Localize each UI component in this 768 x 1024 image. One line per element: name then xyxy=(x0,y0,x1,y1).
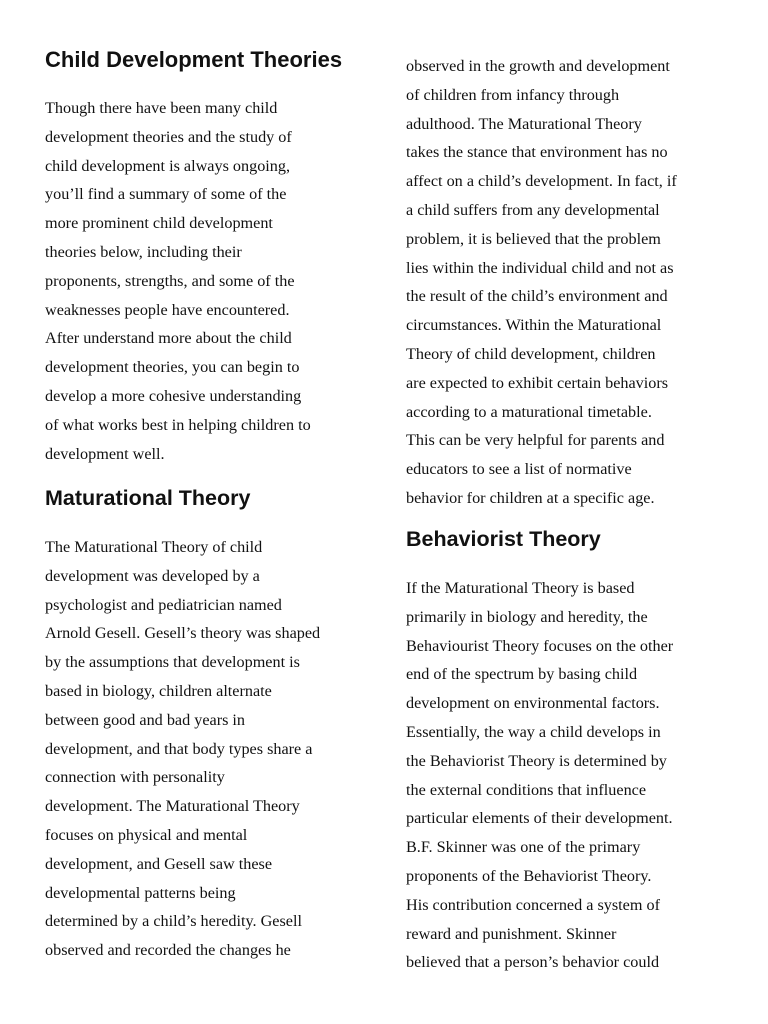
text-line: behavior for children at a specific age. xyxy=(406,488,655,507)
text-line: His contribution concerned a system of xyxy=(406,895,660,914)
maturational-continued-paragraph xyxy=(406,52,677,513)
text-line: of what works best in helping children to xyxy=(45,415,311,434)
text-line: believed that a person’s behavior could xyxy=(406,953,660,972)
text-line: Though there have been many child xyxy=(45,99,278,117)
text-line: Arnold Gesell. Gesell’s theory was shaped xyxy=(45,624,321,643)
text-line: observed in the growth and development xyxy=(406,57,670,75)
text-line: of children from infancy through xyxy=(406,85,620,104)
text-line: Essentially, the way a child develops in xyxy=(406,722,661,741)
text-line: development was developed by a xyxy=(45,566,260,585)
text-line: proponents of the Behaviorist Theory. xyxy=(406,866,652,885)
text-line: adulthood. The Maturational Theory xyxy=(406,114,642,133)
text-line: circumstances. Within the Maturational xyxy=(406,316,662,335)
maturational-theory-heading: Maturational Theory xyxy=(45,486,251,510)
page-title: Child Development Theories xyxy=(45,47,343,72)
text-line: weaknesses people have encountered. xyxy=(45,300,290,319)
text-line: you’ll find a summary of some of the xyxy=(45,185,287,204)
text-line: between good and bad years in xyxy=(45,710,246,729)
text-line: The Maturational Theory of child xyxy=(45,538,263,556)
text-line: development on environmental factors. xyxy=(406,694,660,713)
text-line: development theories, you can begin to xyxy=(45,358,300,377)
text-line: Theory of child development, children xyxy=(406,344,656,363)
text-line: reward and punishment. Skinner xyxy=(406,924,617,943)
text-line: development theories and the study of xyxy=(45,127,292,146)
text-line: determined by a child’s heredity. Gesell xyxy=(45,912,302,931)
text-line: development, and that body types share a xyxy=(45,739,313,758)
text-line: focuses on physical and mental xyxy=(45,825,248,844)
text-line: a child suffers from any developmental xyxy=(406,200,660,219)
text-line: based in biology, children alternate xyxy=(45,681,272,700)
text-line: developmental patterns being xyxy=(45,883,236,902)
text-line: the external conditions that influence xyxy=(406,780,647,799)
text-line: development. The Maturational Theory xyxy=(45,797,300,816)
text-line: the Behaviorist Theory is determined by xyxy=(406,751,667,770)
text-line: development, and Gesell saw these xyxy=(45,854,273,873)
text-line: affect on a child’s development. In fact, if xyxy=(406,172,677,191)
text-line: proponents, strengths, and some of the xyxy=(45,271,295,290)
behaviorist-theory-heading: Behaviorist Theory xyxy=(406,527,601,551)
behaviorist-paragraph xyxy=(406,574,673,977)
text-line: develop a more cohesive understanding xyxy=(45,386,302,405)
text-line: educators to see a list of normative xyxy=(406,460,632,479)
text-line: problem, it is believed that the problem xyxy=(406,229,661,248)
text-line: development well. xyxy=(45,444,165,463)
maturational-paragraph xyxy=(45,533,320,965)
text-line: B.F. Skinner was one of the primary xyxy=(406,838,641,857)
text-line: If the Maturational Theory is based xyxy=(406,579,635,597)
text-line: particular elements of their development. xyxy=(406,809,673,828)
text-line: After understand more about the child xyxy=(45,329,292,348)
text-line: takes the stance that environment has no xyxy=(406,143,668,162)
text-line: This can be very helpful for parents and xyxy=(406,431,665,450)
text-line: observed and recorded the changes he xyxy=(45,941,291,960)
text-line: end of the spectrum by basing child xyxy=(406,665,638,684)
text-line: Behaviourist Theory focuses on the other xyxy=(406,636,674,655)
text-line: theories below, including their xyxy=(45,242,242,261)
intro-paragraph xyxy=(45,94,311,468)
text-line: psychologist and pediatrician named xyxy=(45,595,282,614)
text-line: the result of the child’s environment and xyxy=(406,287,668,306)
text-line: child development is always ongoing, xyxy=(45,156,291,175)
text-line: more prominent child development xyxy=(45,214,273,233)
text-line: are expected to exhibit certain behaviors xyxy=(406,373,669,392)
text-line: according to a maturational timetable. xyxy=(406,402,652,421)
text-line: primarily in biology and heredity, the xyxy=(406,607,648,626)
text-line: connection with personality xyxy=(45,768,225,787)
text-line: by the assumptions that development is xyxy=(45,653,300,672)
text-line: lies within the individual child and not as xyxy=(406,258,674,277)
